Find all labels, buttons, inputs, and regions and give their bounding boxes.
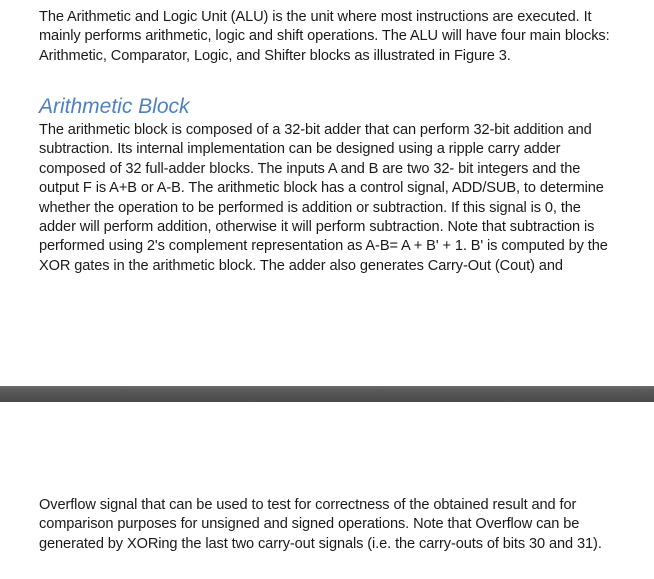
page-break-divider: [0, 386, 654, 402]
arithmetic-block-paragraph: The arithmetic block is composed of a 32-bit adder that can perform 32-bit addition and subtraction. Its internal implementation can be designed using a ripple carry adder composed of 32 full-adder blocks. The inputs A and B are two 32- bit integers and the output F is A+B or A-B. The arithmetic block has a control signal, ADD/SUB, to determine whether the operation to be performed is addition or subtraction. If this signal is 0, the adder will perform addition, otherwise it will perform subtraction. Note that subtraction is performed using 2's complement representation as A-B= A + B' + 1. B' is computed by the XOR gates in the arithmetic block. The adder also generates Carry-Out (Cout) and: [39, 122, 608, 274]
document-page-2: [0, 402, 654, 579]
overflow-paragraph: Overflow signal that can be used to test for correctness of the obtained result and for comparison purposes for unsigned and signed operations. Note that Overflow can be generated by XORing the last two carry-out signals (i.e. the carry-outs of bits 30 and 31).: [39, 497, 602, 552]
intro-paragraph: The Arithmetic and Logic Unit (ALU) is the unit where most instructions are executed. It mainly performs arithmetic, logic and shift operations. The ALU will have four main blocks: Arithmetic, Comparator, Logic, and Shifter blocks as illustrated in Figure 3.: [39, 9, 610, 64]
section-heading: Arithmetic Block: [39, 95, 190, 118]
